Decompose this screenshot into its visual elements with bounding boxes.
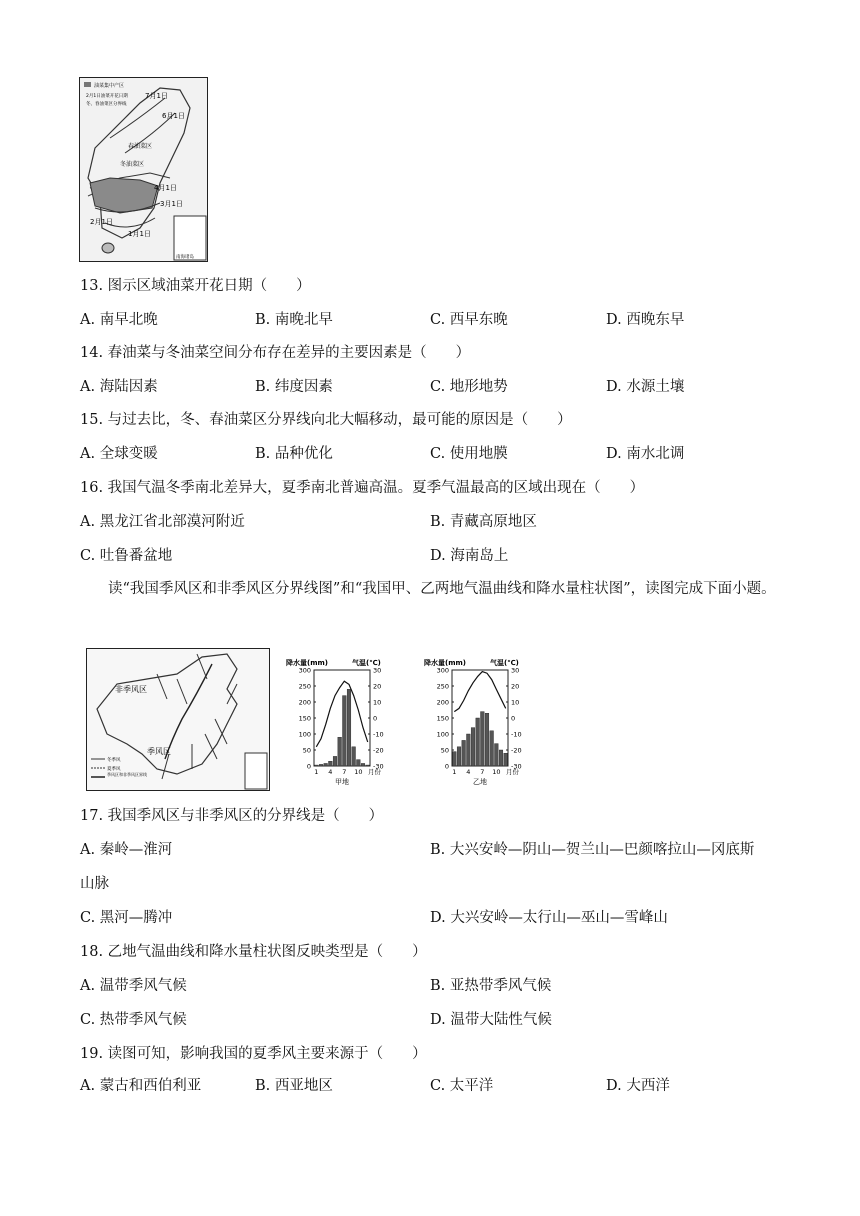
chart-ytick-label: 150: [298, 714, 311, 723]
q15-option-d[interactable]: D. 南水北调: [606, 446, 685, 462]
chart-y2label: 气温(℃): [352, 659, 381, 667]
chart-xtick-label: 4: [466, 768, 471, 776]
chart-ytick-label: 50: [440, 746, 449, 755]
chart-y2tick-label: -10: [511, 730, 522, 739]
chart-xlabel: 月份: [368, 768, 381, 776]
precipitation-bar: [457, 747, 461, 766]
chart-ylabel: 降水量(mm): [286, 659, 328, 667]
legend-swatch: [84, 82, 91, 87]
map1-label-7: 1月1日: [128, 230, 151, 238]
chart-y2tick-label: -10: [373, 730, 384, 739]
chart-y2tick-label: 20: [511, 682, 520, 691]
q13-option-b[interactable]: B. 南晚北早: [255, 312, 333, 328]
question-15-stem: 15. 与过去比，冬、春油菜区分界线向北大幅移动，最可能的原因是（ ）: [80, 412, 572, 428]
q13-option-a[interactable]: A. 南早北晚: [80, 312, 158, 328]
temperature-line: [316, 681, 367, 747]
precipitation-bar: [343, 696, 347, 766]
q16-option-a[interactable]: A. 黑龙江省北部漠河附近: [80, 514, 245, 530]
precipitation-bar: [347, 689, 351, 766]
q13-option-c[interactable]: C. 西早东晚: [430, 312, 508, 328]
chart-ytick-label: 200: [436, 698, 449, 707]
q19-option-d[interactable]: D. 大西洋: [606, 1078, 670, 1094]
q17-option-d[interactable]: D. 大兴安岭—太行山—巫山—雪峰山: [430, 910, 668, 926]
q18-option-a[interactable]: A. 温带季风气候: [80, 978, 187, 994]
q18-option-d[interactable]: D. 温带大陆性气候: [430, 1012, 552, 1028]
chart-ytick-label: 200: [298, 698, 311, 707]
chart-y2tick-label: -30: [511, 762, 522, 771]
chart-y2tick-label: 30: [373, 666, 382, 675]
precipitation-bar: [324, 763, 328, 766]
question-13-stem: 13. 图示区域油菜开花日期（ ）: [80, 278, 311, 294]
q19-option-b[interactable]: B. 西亚地区: [255, 1078, 333, 1094]
chart-y2tick-label: 0: [373, 714, 378, 723]
temperature-line: [454, 672, 505, 712]
chart-ytick-label: 100: [436, 730, 449, 739]
chart-ytick-label: 300: [436, 666, 449, 675]
chart-y2label: 气温(℃): [490, 659, 519, 667]
precipitation-bar: [453, 752, 457, 766]
q13-option-d[interactable]: D. 西晚东早: [606, 312, 685, 328]
chart-xtick-label: 10: [354, 768, 363, 776]
chart-ytick-label: 250: [298, 682, 311, 691]
chart-xtick-label: 7: [342, 768, 347, 776]
precipitation-bar: [366, 765, 370, 766]
precipitation-bar: [338, 737, 342, 766]
chart-xtick-label: 10: [492, 768, 501, 776]
map2-legend-0: 冬季风: [107, 758, 121, 763]
chart-y2tick-label: 10: [373, 698, 382, 707]
q17-option-b-wrap: 山脉: [80, 876, 109, 892]
q15-option-b[interactable]: B. 品种优化: [255, 446, 333, 462]
chart-ylabel: 降水量(mm): [424, 659, 466, 667]
map2-legend-2: 季风区和非季风区界线: [107, 772, 147, 777]
monsoon-boundary-map: [86, 648, 270, 791]
question-16-stem: 16. 我国气温冬季南北差异大，夏季南北普遍高温。夏季气温最高的区域出现在（ ）: [80, 480, 645, 496]
map1-legend-2: 冬、春油菜区分界线: [86, 102, 127, 107]
chart-ytick-label: 300: [298, 666, 311, 675]
precipitation-bar: [352, 747, 356, 766]
precipitation-bar: [333, 756, 337, 766]
q17-option-c[interactable]: C. 黑河—腾冲: [80, 910, 173, 926]
precipitation-bar: [471, 728, 475, 766]
chart-ytick-label: 50: [302, 746, 311, 755]
precipitation-bar: [504, 753, 508, 766]
map1-label-1: 6月1日: [162, 112, 185, 120]
map1-legend-0: 油菜集中产区: [94, 83, 125, 89]
precipitation-bar: [315, 765, 319, 766]
question-18-stem: 18. 乙地气温曲线和降水量柱状图反映类型是（ ）: [80, 944, 427, 960]
chart-y2tick-label: -20: [373, 746, 384, 755]
precipitation-bar: [319, 764, 323, 766]
map1-label-0: 7月1日: [145, 92, 168, 100]
precipitation-bar: [476, 718, 480, 766]
chart-y2tick-label: -30: [373, 762, 384, 771]
map1-label-6: 2月1日: [90, 218, 113, 226]
map2-label-nonmonsoon: 非季风区: [115, 685, 147, 694]
chart-ytick-label: 150: [436, 714, 449, 723]
map2-label-monsoon: 季风区: [147, 747, 171, 756]
question-17-stem: 17. 我国季风区与非季风区的分界线是（ ）: [80, 808, 384, 824]
chart-y2tick-label: 30: [511, 666, 520, 675]
intro-paragraph: 读“我国季风区和非季风区分界线图”和“我国甲、乙两地气温曲线和降水量柱状图”，读图完成下面小题。: [108, 581, 776, 597]
chart-xtick-label: 7: [480, 768, 485, 776]
question-14-stem: 14. 春油菜与冬油菜空间分布存在差异的主要因素是（ ）: [80, 345, 471, 361]
precipitation-bar: [485, 713, 489, 766]
map1-label-3: 冬油菜区: [120, 161, 145, 168]
chart-y2tick-label: 0: [511, 714, 516, 723]
q14-option-c[interactable]: C. 地形地势: [430, 379, 508, 395]
precipitation-bar: [495, 744, 499, 766]
precipitation-bar: [467, 734, 471, 766]
q15-option-c[interactable]: C. 使用地膜: [430, 446, 508, 462]
precipitation-bar: [490, 731, 494, 766]
chart-xtick-label: 1: [314, 768, 319, 776]
q14-option-b[interactable]: B. 纬度因素: [255, 379, 333, 395]
q17-option-a[interactable]: A. 秦岭—淮河: [80, 842, 173, 858]
q15-option-a[interactable]: A. 全球变暖: [80, 446, 158, 462]
chart-jia: [284, 656, 396, 790]
q19-option-a[interactable]: A. 蒙古和西伯利亚: [80, 1078, 202, 1094]
chart-xtick-label: 1: [452, 768, 457, 776]
precipitation-bar: [481, 712, 485, 766]
rapeseed-flowering-map: [79, 77, 208, 262]
chart-ytick-label: 100: [298, 730, 311, 739]
q18-option-c[interactable]: C. 热带季风气候: [80, 1012, 187, 1028]
map2-legend: [91, 756, 147, 777]
chart-title: 甲地: [335, 778, 349, 786]
chart-ytick-label: 0: [306, 762, 311, 771]
precipitation-bar: [462, 740, 466, 766]
map2-legend-1: 夏季风: [107, 767, 121, 772]
map1-label-4: 4月1日: [154, 184, 177, 192]
q14-option-d[interactable]: D. 水源土壤: [606, 379, 685, 395]
q18-option-b[interactable]: B. 亚热带季风气候: [430, 978, 552, 994]
q19-option-c[interactable]: C. 太平洋: [430, 1078, 494, 1094]
precipitation-bar: [361, 763, 365, 766]
chart-xtick-label: 4: [328, 768, 333, 776]
chart-y2tick-label: 10: [511, 698, 520, 707]
chart-title: 乙地: [473, 778, 487, 786]
q14-option-a[interactable]: A. 海陆因素: [80, 379, 158, 395]
chart-xlabel: 月份: [506, 768, 519, 776]
precipitation-bar: [357, 760, 361, 766]
chart-ytick-label: 0: [444, 762, 449, 771]
map1-label-8: 南海诸岛: [176, 255, 194, 260]
q16-option-b[interactable]: B. 青藏高原地区: [430, 514, 537, 530]
map1-legend-1: 2月1日油菜开花日期: [86, 94, 128, 99]
q16-option-c[interactable]: C. 吐鲁番盆地: [80, 548, 173, 564]
map1-label-5: 3月1日: [160, 200, 183, 208]
chart-yi: [422, 656, 534, 790]
map1-label-2: 春油菜区: [128, 143, 153, 150]
q17-option-b[interactable]: B. 大兴安岭—阴山—贺兰山—巴颜喀拉山—冈底斯: [430, 842, 755, 858]
chart-ytick-label: 250: [436, 682, 449, 691]
chart-y2tick-label: -20: [511, 746, 522, 755]
chart-y2tick-label: 20: [373, 682, 382, 691]
q16-option-d[interactable]: D. 海南岛上: [430, 548, 509, 564]
precipitation-bar: [499, 750, 503, 766]
question-19-stem: 19. 读图可知，影响我国的夏季风主要来源于（ ）: [80, 1046, 427, 1062]
precipitation-bar: [329, 761, 333, 766]
